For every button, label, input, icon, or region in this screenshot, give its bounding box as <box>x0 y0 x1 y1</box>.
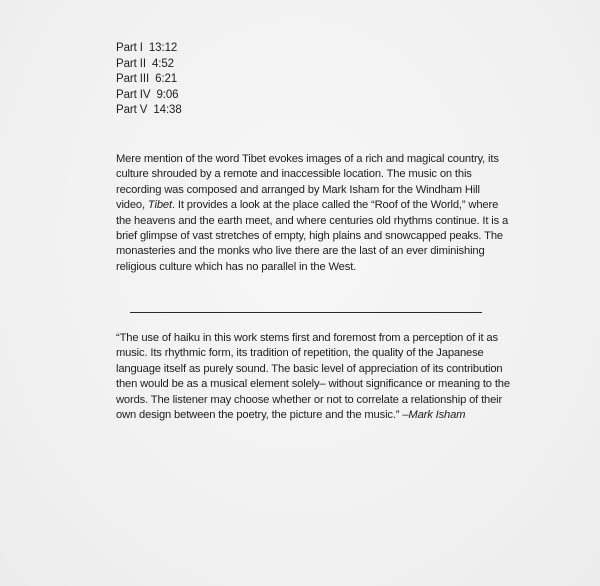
track-name: Part IV <box>116 88 151 101</box>
video-title: Tibet <box>147 199 172 212</box>
track-duration: 9:06 <box>156 88 179 101</box>
intro-text-start: Mere mention of the word Tibet evokes images of a rich and magical country, its culture shrouded by a remote and inaccessible location. The music on this recording was composed and arranged by Mark Isham for the Windham Hill video, <box>116 153 499 212</box>
track-duration: 4:52 <box>151 57 174 70</box>
track-item <box>116 88 336 104</box>
track-duration: 14:38 <box>153 104 182 116</box>
intro-paragraph <box>116 152 511 275</box>
track-item <box>116 103 336 119</box>
track-duration: 6:21 <box>155 73 178 85</box>
track-list <box>116 41 336 119</box>
track-name: Part II <box>116 57 146 70</box>
quote-paragraph <box>116 331 516 423</box>
track-name: Part I <box>116 42 143 54</box>
quote-attribution: –Mark Isham <box>402 409 466 422</box>
section-divider <box>130 312 482 313</box>
track-item <box>116 41 336 57</box>
track-name: Part III <box>116 73 150 85</box>
track-item <box>116 72 336 88</box>
quote-text: “The use of haiku in this work stems first and foremost from a perception of it as music. Its rhythmic form, its tradition of repetition, the quality of the Japanese language itself as purely sound. The basic level of appreciation of its contribution then would be as a musical element solely– without significance or meaning to the words. The listener may choose whether or not to correlate a relationship of their own design between the poetry, the picture and the music.” <box>116 332 510 422</box>
track-duration: 13:12 <box>148 42 178 54</box>
track-item <box>116 57 336 73</box>
intro-text-end: . It provides a look at the place called the “Roof of the World,” where the heavens and the earth meet, and where centuries old rhythms continue. It is a brief glimpse of vast stretches of empty, high plains and snowcapped peaks. The monasteries and the monks who live there are the last of an ever diminishing religious culture which has no parallel in the West. <box>116 199 509 273</box>
track-name: Part V <box>116 104 148 116</box>
